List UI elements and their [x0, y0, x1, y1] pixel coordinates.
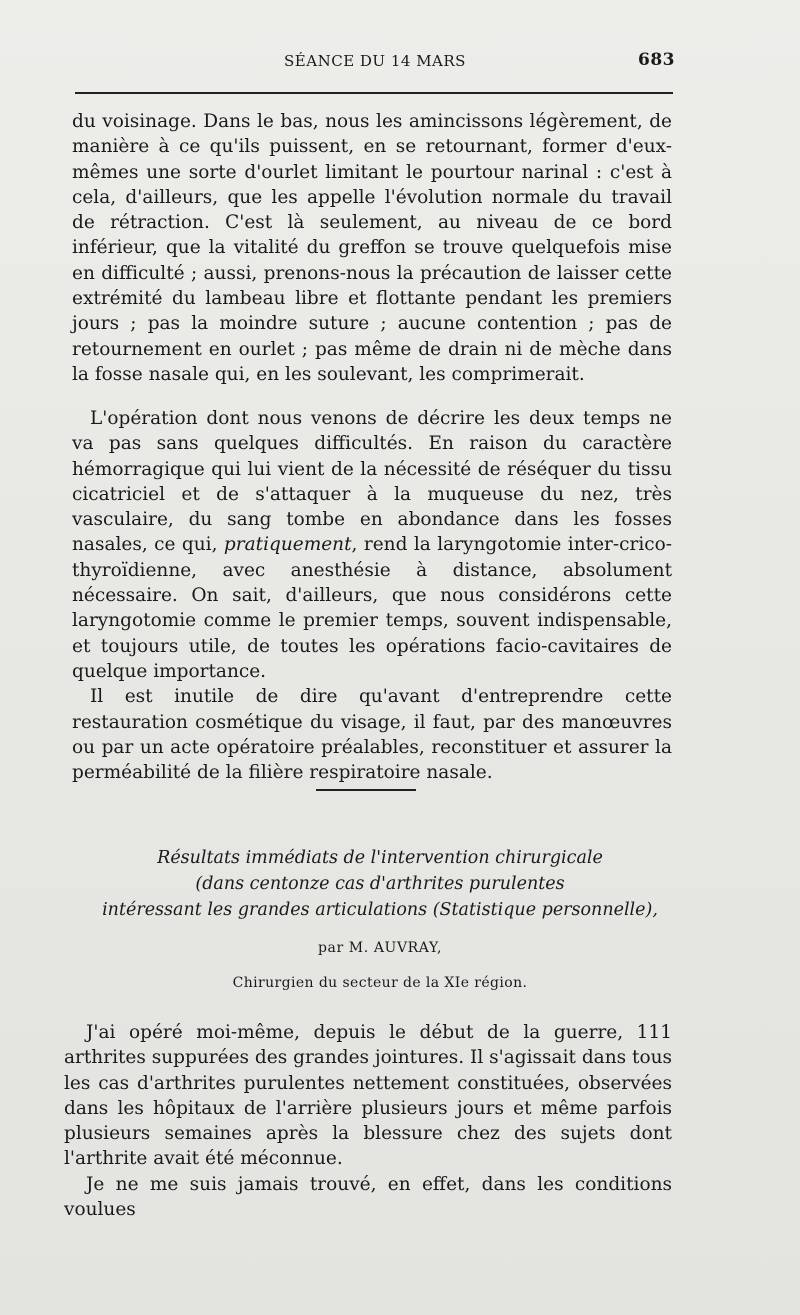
running-title: SÉANCE DU 14 MARS: [284, 52, 466, 70]
author-affiliation: Chirurgien du secteur de la XIe région.: [232, 975, 528, 991]
text-block-bottom: [64, 1020, 672, 1222]
italic-word: pratiquement: [223, 534, 352, 556]
header-rule: [75, 92, 673, 94]
paragraph-operation-part2: , rend la laryngotomie inter-crico-thyroïdienne, avec anesthésie à distance, absolument nécessaire. On sait, d'ailleurs, que nous considérons cette laryngotomie comme le premier temps, souvent indispensable, et toujours utile, de toutes les opérations facio-cavitaires de quelque importance.: [72, 534, 672, 682]
page-header: [75, 50, 675, 74]
paragraph-continued: Je ne me suis jamais trouvé, en effet, dans les conditions voulues: [64, 1173, 672, 1221]
paragraph-results: J'ai opéré moi-même, depuis le début de la guerre, 111 arthrites suppurées des grandes jointures. Il s'agissait dans tous les cas d'arthrites purulentes nettement constituées, observées dans les hôpitaux de l'arrière plusieurs jours et même parfois plusieurs semaines après la blessure chez des sujets dont l'arthrite avait été méconnue.: [64, 1022, 672, 1170]
section-title: [60, 845, 700, 923]
paragraph-operation-part1: L'opération dont nous venons de décrire les deux temps ne va pas sans quelques difficultés. En raison du caractère hémorragique qui lui vient de la nécessité de réséquer du tissu cicatriciel et de s'attaquer à la muqueuse du nez, très vasculaire, du sang tombe en abondance dans les fosses nasales, ce qui,: [72, 408, 672, 556]
paragraph-continuation: du voisinage. Dans le bas, nous les amincissons légèrement, de manière à ce qu'ils puissent, en se retournant, former d'eux-mêmes une sorte d'ourlet limitant le pourtour narinal : c'est à cela, d'ailleurs, que les appelle l'évolution normale du travail de rétraction. C'est là seulement, au niveau de ce bord inférieur, que la vitalité du greffon se trouve quelquefois mise en difficulté ; aussi, prenons-nous la précaution de laisser cette extrémité du lambeau libre et flottante pendant les premiers jours ; pas la moindre suture ; aucune contention ; pas de retournement en ourlet ; pas même de drain ni de mèche dans la fosse nasale qui, en les soulevant, les comprimerait.: [72, 111, 672, 385]
page-number: 683: [638, 50, 675, 70]
section-title-line-3: intéressant les grandes articulations (Statistique personnelle),: [102, 900, 658, 920]
text-block-middle: [72, 406, 672, 785]
text-block-top: [72, 109, 672, 387]
paragraph-conclusion: Il est inutile de dire qu'avant d'entreprendre cette restauration cosmétique du visage, il faut, par des manœuvres ou par un acte opératoire préalables, reconstituer et assurer la perméabilité de la filière respiratoire nasale.: [72, 686, 672, 784]
section-title-line-1: Résultats immédiats de l'intervention chirurgicale: [157, 848, 603, 868]
paragraph-operation: [72, 406, 672, 684]
section-title-line-2: (dans centonze cas d'arthrites purulentes: [195, 874, 565, 894]
section-separator: [316, 789, 416, 791]
author-line: par M. AUVRAY,: [317, 940, 443, 956]
